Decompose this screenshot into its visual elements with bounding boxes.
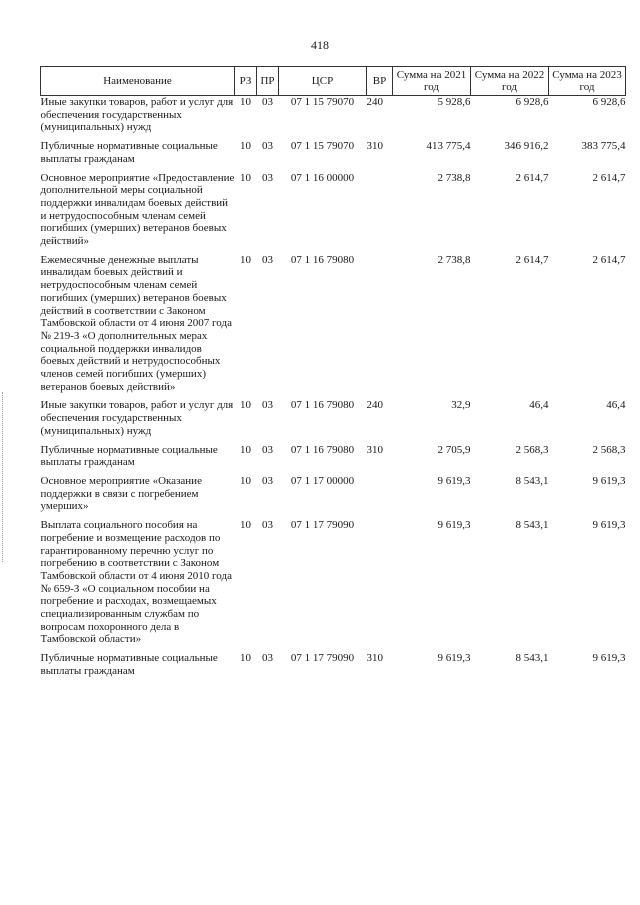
- row-name: Публичные нормативные социальные выплаты гражданам: [40, 140, 218, 165]
- row-sum-2023: 9 619,3: [592, 652, 626, 665]
- row-rz: 10: [240, 96, 251, 108]
- row-sum-2023: 2 614,7: [592, 171, 626, 184]
- row-csr: 07 1 15 79070: [290, 140, 355, 153]
- table-row: [41, 652, 626, 683]
- row-sum-2023: 383 775,4: [581, 140, 626, 153]
- row-pr: 03: [262, 474, 273, 487]
- row-rz: 10: [240, 140, 251, 153]
- row-sum-2023: 6 928,6: [592, 96, 626, 108]
- row-sum-2022: 2 614,7: [515, 171, 549, 184]
- row-vr: 310: [366, 140, 383, 153]
- row-sum-2021: 2 738,8: [437, 171, 471, 184]
- margin-scan-mark: [2, 392, 6, 562]
- row-vr: [367, 172, 393, 254]
- row-name: Основное мероприятие «Оказание поддержки в связи с погребением умерших»: [40, 474, 202, 513]
- row-rz: 10: [240, 519, 251, 532]
- row-name: Ежемесячные денежные выплаты инвалидам боевых действий и нетрудоспособным членам семей погибших (умерших) ветеранов боевых действий в соответствии с Законом Тамбовской области от 4 июня 2007 года № 219-З «О дополнительных мерах социальной поддержки инвалидов боевых действий и нетрудоспособных членов семей погибших (умерших) ветеранов боевых действий»: [40, 253, 232, 393]
- row-sum-2021: 32,9: [451, 399, 471, 412]
- row-csr: 07 1 17 79090: [290, 652, 355, 665]
- table-row: [41, 254, 626, 400]
- table-row: [41, 140, 626, 171]
- row-vr: [367, 519, 393, 652]
- table-header-row: [41, 67, 626, 96]
- row-rz: 10: [240, 652, 251, 665]
- row-sum-2021: 9 619,3: [437, 474, 471, 487]
- table-row: [41, 519, 626, 652]
- row-rz: 10: [240, 474, 251, 487]
- row-pr: 03: [262, 399, 273, 412]
- row-sum-2022: 8 543,1: [515, 474, 549, 487]
- header-vr: ВР: [367, 67, 393, 96]
- row-csr: 07 1 16 79080: [290, 399, 355, 412]
- row-name: Публичные нормативные социальные выплаты гражданам: [40, 652, 218, 677]
- row-pr: 03: [262, 253, 273, 266]
- budget-table: [40, 66, 626, 684]
- header-pr: ПР: [257, 67, 279, 96]
- row-csr: 07 1 16 00000: [290, 171, 355, 184]
- row-csr: 07 1 17 79090: [290, 519, 355, 532]
- table-row: [41, 399, 626, 443]
- row-sum-2023: 9 619,3: [592, 474, 626, 487]
- row-sum-2023: 2 614,7: [592, 253, 626, 266]
- row-pr: 03: [262, 443, 273, 456]
- row-pr: 03: [262, 140, 273, 153]
- row-name: Выплата социального пособия на погребение и возмещение расходов по гарантированному перечню услуг по погребению в соответствии с Законом Тамбовской области от 4 июня 2010 года № 659-З «О социальном пособии на погребение и расходах, возмещаемых специализированным службам по вопросам похоронного дела в Тамбовской области»: [40, 519, 232, 646]
- row-name: Публичные нормативные социальные выплаты гражданам: [40, 443, 218, 469]
- header-sum-2023: Сумма на 2023 год: [549, 67, 626, 96]
- row-pr: 03: [262, 96, 273, 108]
- row-sum-2021: 9 619,3: [437, 519, 471, 532]
- row-name: Иные закупки товаров, работ и услуг для обеспечения государственных (муниципальных) нужд: [40, 399, 234, 437]
- row-rz: 10: [240, 253, 251, 266]
- row-rz: 10: [240, 171, 251, 184]
- row-sum-2021: 413 775,4: [426, 140, 471, 153]
- row-sum-2022: 8 543,1: [515, 652, 549, 665]
- row-sum-2023: 9 619,3: [592, 519, 626, 532]
- row-rz: 10: [240, 443, 251, 456]
- table-row: [41, 475, 626, 519]
- row-sum-2022: 6 928,6: [515, 96, 549, 108]
- row-sum-2022: 8 543,1: [515, 519, 549, 532]
- row-rz: 10: [240, 399, 251, 412]
- row-sum-2021: 2 705,9: [437, 443, 471, 456]
- row-sum-2022: 2 614,7: [515, 253, 549, 266]
- row-name: Иные закупки товаров, работ и услуг для обеспечения государственных (муниципальных) нужд: [40, 96, 234, 134]
- header-sum-2022: Сумма на 2022 год: [471, 67, 549, 96]
- row-sum-2022: 46,4: [529, 399, 549, 412]
- row-vr: 240: [366, 96, 383, 108]
- row-sum-2023: 2 568,3: [592, 443, 626, 456]
- row-pr: 03: [262, 519, 273, 532]
- row-sum-2021: 5 928,6: [437, 96, 471, 108]
- header-sum-2021: Сумма на 2021 год: [393, 67, 471, 96]
- row-vr: 240: [366, 399, 383, 412]
- row-csr: 07 1 15 79070: [290, 96, 355, 108]
- row-vr: 310: [366, 652, 383, 665]
- row-pr: 03: [262, 652, 273, 665]
- row-sum-2021: 9 619,3: [437, 652, 471, 665]
- row-sum-2022: 2 568,3: [515, 443, 549, 456]
- row-vr: [367, 254, 393, 400]
- row-csr: 07 1 16 79080: [290, 253, 355, 266]
- row-name: Основное мероприятие «Предоставление дополнительной меры социальной поддержки инвалидам боевых действий и нетрудоспособным членам семей погибших (умерших) ветеранов боевых действий»: [40, 171, 235, 248]
- row-csr: 07 1 17 00000: [290, 474, 355, 487]
- table-row: [41, 444, 626, 475]
- row-vr: 310: [366, 443, 383, 456]
- row-sum-2022: 346 916,2: [504, 140, 549, 153]
- row-vr: [367, 475, 393, 519]
- table-row: [41, 172, 626, 254]
- header-rz: РЗ: [235, 67, 257, 96]
- header-csr: ЦСР: [279, 67, 367, 96]
- row-pr: 03: [262, 171, 273, 184]
- table-row: [41, 96, 626, 141]
- row-sum-2021: 2 738,8: [437, 253, 471, 266]
- header-name: Наименование: [41, 67, 235, 96]
- row-sum-2023: 46,4: [606, 399, 626, 412]
- row-csr: 07 1 16 79080: [290, 443, 355, 456]
- page-number: 418: [311, 38, 329, 52]
